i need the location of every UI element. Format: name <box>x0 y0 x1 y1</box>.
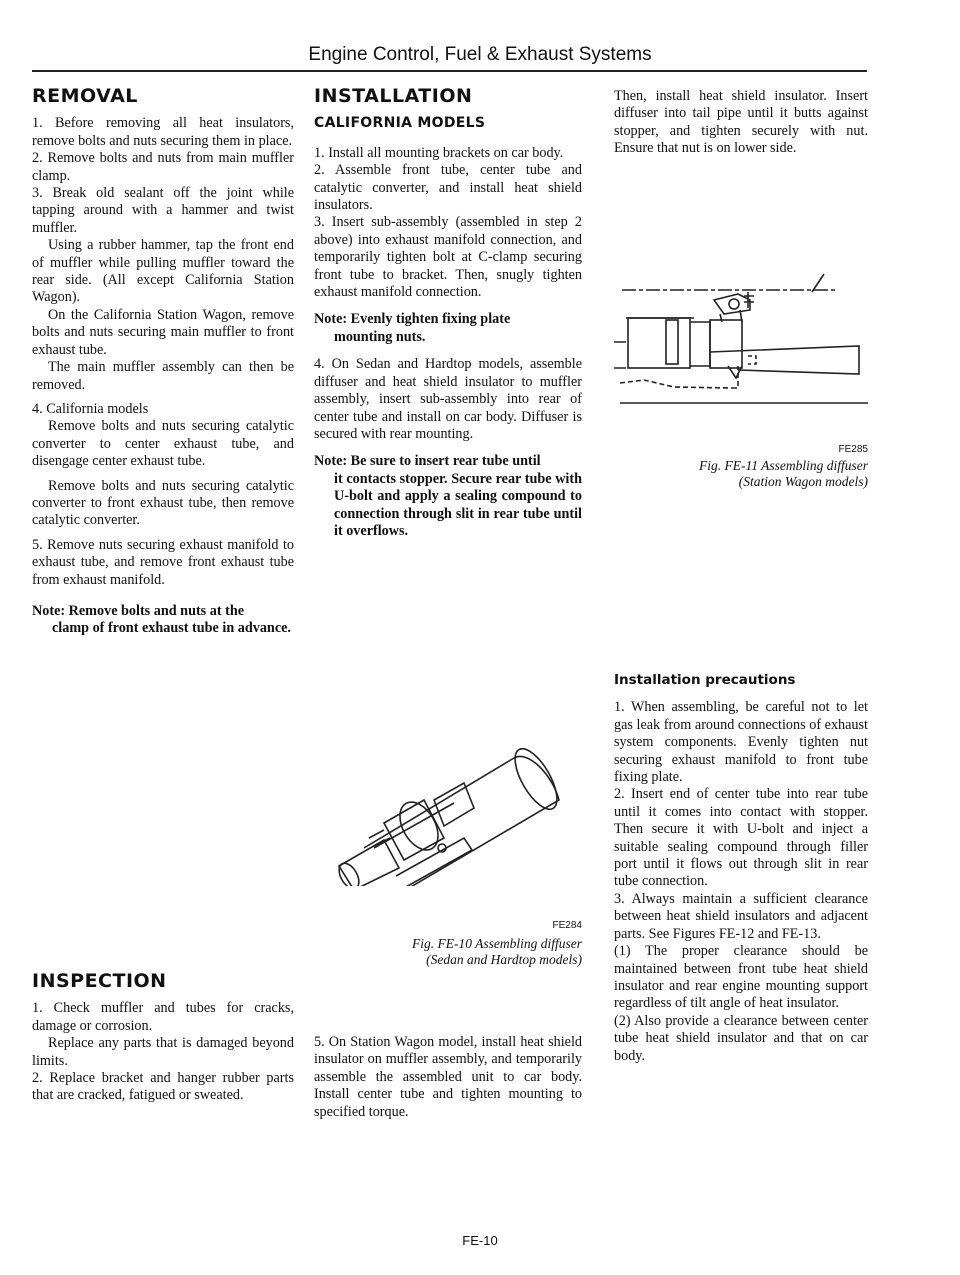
fe11-caption <box>614 458 868 490</box>
install-note-2 <box>314 453 582 540</box>
figure-caption: (Station Wagon models) <box>738 474 868 489</box>
removal-step-1: 1. Before removing all heat insulators, remove bolts and nuts securing them in place. <box>32 115 294 149</box>
installation-heading: INSTALLATION <box>314 85 473 107</box>
inspection-step-2: 2. Replace bracket and hanger rubber parts that are cracked, fatigued or sweated. <box>32 1070 294 1104</box>
precaution-item-3-1: (1) The proper clearance should be maintained between front tube heat shield insulator and rear engine mounting support regardless of tilt angle of heat insulator. <box>614 943 868 1012</box>
install-step-5: 5. On Station Wagon model, install heat shield insulator on muffler assembly, and temporarily assemble the assembled unit to car body. Install center tube and tighten mounting to specified torque. <box>314 1034 582 1120</box>
continuation-text: Then, install heat shield insulator. Insert diffuser into tail pipe until it butts against stopper, and tighten securely with nut. Ensure that nut is on lower side. <box>614 88 868 157</box>
removal-step-4-para: Remove bolts and nuts securing catalytic converter to center exhaust tube, and disengage center exhaust tube. <box>32 418 294 470</box>
removal-step-3-para: The main muffler assembly can then be removed. <box>32 359 294 393</box>
figure-code: FE284 <box>552 920 582 931</box>
note-text: clamp of front exhaust tube in advance. <box>52 620 291 637</box>
install-step-4: 4. On Sedan and Hardtop models, assemble diffuser and heat shield insulator to muffler assembly, insert sub-assembly into rear of center tube and install on car body. Diffuser is secured with rear mounting. <box>314 356 582 442</box>
removal-step-2: 2. Remove bolts and nuts from main muffler clamp. <box>32 150 294 184</box>
note-text: it contacts stopper. Secure rear tube with U-bolt and apply a sealing compound to connection through slit in rear tube until it overflows. <box>334 470 582 539</box>
header-rule <box>32 70 867 72</box>
figure-fe11 <box>614 270 868 410</box>
removal-step-4: 4. California models <box>32 400 149 417</box>
diffuser-wagon-illustration <box>614 270 868 410</box>
california-subheading: CALIFORNIA MODELS <box>314 115 486 132</box>
figure-code: FE285 <box>838 444 868 455</box>
middle-column <box>314 85 582 550</box>
precaution-item-1: 1. When assembling, be careful not to let gas leak from around connections of exhaust system components. Evenly tighten nut securing exhaust manifold to front tube fixing plate. <box>614 699 868 786</box>
removal-step-5: 5. Remove nuts securing exhaust manifold to exhaust tube, and remove front exhaust tube from exhaust manifold. <box>32 536 294 588</box>
removal-step-3: 3. Break old sealant off the joint while tapping around with a hammer and twist muffler. <box>32 185 294 236</box>
removal-step-3-para: On the California Station Wagon, remove bolts and nuts securing main muffler to front exhaust tube. <box>32 306 294 358</box>
page-header: Engine Control, Fuel & Exhaust Systems <box>308 44 652 65</box>
page-number: FE-10 <box>462 1233 498 1248</box>
note-text: mounting nuts. <box>334 328 426 345</box>
removal-step-3-para: Using a rubber hammer, tap the front end of muffler while pulling muffler toward the rear side. (All except California Station Wagon). <box>32 237 294 306</box>
install-note-1 <box>314 311 582 346</box>
install-step-5-block <box>314 1034 582 1128</box>
right-column <box>614 88 868 165</box>
inspection-heading: INSPECTION <box>32 970 167 992</box>
note-text: Be sure to insert rear tube until <box>350 453 541 470</box>
fe11-code <box>614 444 868 455</box>
note-label: Note: <box>314 453 348 470</box>
inspection-step-1-para: Replace any parts that is damaged beyond limits. <box>32 1035 294 1069</box>
note-label: Note: <box>314 311 348 328</box>
inspection-step-1: 1. Check muffler and tubes for cracks, damage or corrosion. <box>32 1000 294 1034</box>
left-column <box>32 85 294 648</box>
fe10-code <box>314 920 582 931</box>
removal-note <box>32 603 294 638</box>
figure-caption: Fig. FE-10 Assembling diffuser <box>412 936 582 951</box>
note-text: Evenly tighten fixing plate <box>350 311 511 328</box>
precaution-item-3-2: (2) Also provide a clearance between center tube heat shield insulator and that on car body. <box>614 1012 868 1064</box>
figure-fe10 <box>314 728 582 886</box>
install-step-1: 1. Install all mounting brackets on car body. <box>314 144 564 161</box>
removal-heading: REMOVAL <box>32 85 138 107</box>
install-step-2: 2. Assemble front tube, center tube and catalytic converter, and install heat shield insulators. <box>314 162 582 214</box>
note-label: Note: <box>32 602 66 619</box>
install-step-3: 3. Insert sub-assembly (assembled in step 2 above) into exhaust manifold connection, and temporarily tighten bolt at C-clamp securing front tube to bracket. Then, snugly tighten exhaust manifold connection. <box>314 214 582 301</box>
diffuser-sedan-illustration <box>314 728 582 886</box>
fe10-caption <box>314 936 582 968</box>
removal-step-4-para: Remove bolts and nuts securing catalytic converter to front exhaust tube, then remove catalytic converter. <box>32 477 294 529</box>
precaution-item-3: 3. Always maintain a sufficient clearance between heat shield insulators and adjacent parts. See Figures FE-12 and FE-13. <box>614 890 868 942</box>
figure-caption: (Sedan and Hardtop models) <box>426 952 582 967</box>
figure-caption: Fig. FE-11 Assembling diffuser <box>699 458 868 473</box>
note-text: Remove bolts and nuts at the <box>68 602 245 619</box>
precautions-heading: Installation precautions <box>614 672 796 688</box>
inspection-section <box>32 970 294 1112</box>
precaution-item-2: 2. Insert end of center tube into rear tube until it comes into contact with stopper. Then secure it with U-bolt and inject a suitable sealing compound through filler port until it flows out through slit in rear tube connection. <box>614 786 868 890</box>
precautions-section <box>614 672 868 1072</box>
